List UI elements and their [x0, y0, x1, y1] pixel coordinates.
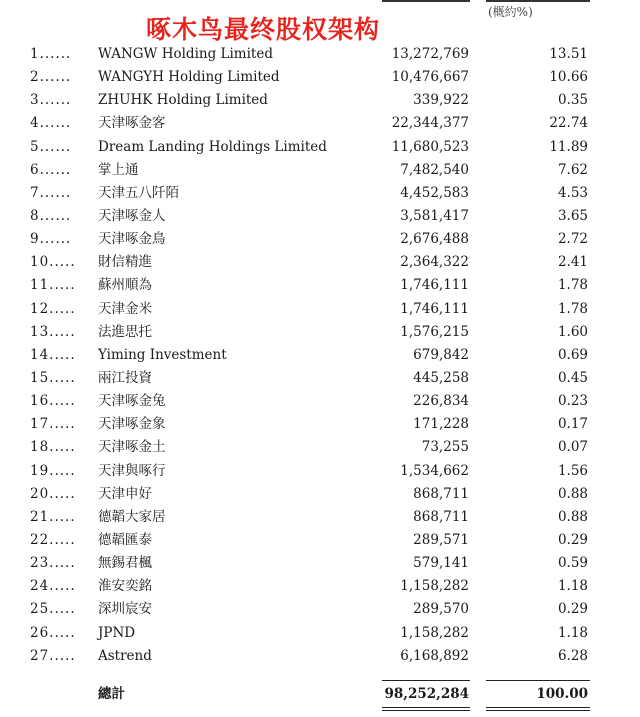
- shareholder-name: 天津啄金兔: [98, 393, 166, 410]
- shareholder-name: 淮安奕銘: [98, 578, 152, 595]
- total-rule-bottom-right-1: [486, 707, 590, 708]
- share-percent: 0.59: [557, 555, 588, 572]
- share-count: 226,834: [413, 393, 469, 410]
- share-percent: 3.65: [557, 207, 588, 224]
- share-count: 1,158,282: [400, 578, 469, 595]
- shareholder-name: ZHUHK Holding Limited: [98, 92, 268, 109]
- row-number: 11.....: [30, 277, 76, 294]
- share-percent: 1.78: [557, 300, 588, 317]
- row-number: 2......: [30, 69, 72, 86]
- total-rule-top-left: [382, 680, 470, 681]
- share-count: 1,746,111: [400, 277, 469, 294]
- row-number: 6......: [30, 161, 72, 178]
- share-percent: 0.35: [557, 92, 588, 109]
- row-number: 19.....: [30, 462, 76, 479]
- share-count: 73,255: [421, 439, 469, 456]
- shareholder-name: 無錫君楓: [98, 555, 152, 572]
- table-row: [0, 321, 640, 344]
- share-count: 1,534,662: [400, 462, 469, 479]
- share-count: 171,228: [413, 416, 469, 433]
- share-percent: 1.18: [557, 578, 588, 595]
- share-percent: 1.18: [557, 624, 588, 641]
- shareholder-name: 天津啄金人: [98, 207, 166, 224]
- table-row: [0, 136, 640, 159]
- shareholder-name: 天津金米: [98, 300, 152, 317]
- share-percent: 0.23: [557, 393, 588, 410]
- share-percent: 10.66: [549, 69, 588, 86]
- row-number: 23.....: [30, 555, 76, 572]
- share-count: 445,258: [413, 369, 469, 386]
- table-row: [0, 274, 640, 297]
- row-number: 7......: [30, 184, 72, 201]
- shareholder-name: WANGYH Holding Limited: [98, 69, 280, 86]
- table-row: [0, 436, 640, 459]
- table-row: [0, 251, 640, 274]
- row-number: 24.....: [30, 578, 76, 595]
- row-number: 15.....: [30, 369, 76, 386]
- share-percent: 11.89: [549, 138, 588, 155]
- share-percent: 1.60: [557, 323, 588, 340]
- table-row: [0, 390, 640, 413]
- table-row: [0, 112, 640, 135]
- table-row: [0, 622, 640, 645]
- share-count: 3,581,417: [400, 207, 469, 224]
- share-percent: 0.07: [557, 439, 588, 456]
- row-number: 20.....: [30, 485, 76, 502]
- row-number: 9......: [30, 231, 72, 248]
- top-rule-right: [486, 0, 590, 2]
- total-percent: 100.00: [536, 686, 588, 702]
- table-row: [0, 645, 640, 668]
- row-number: 8......: [30, 207, 72, 224]
- share-percent: 0.29: [557, 601, 588, 618]
- share-count: 4,452,583: [400, 184, 469, 201]
- share-count: 2,364,322: [400, 254, 469, 271]
- unit-label: (概約%): [488, 5, 533, 19]
- total-rule-bottom-left-2: [382, 710, 470, 711]
- table-row: [0, 182, 640, 205]
- total-rule-bottom-left-1: [382, 707, 470, 708]
- share-count: 13,272,769: [391, 46, 469, 62]
- share-count: 22,344,377: [391, 115, 469, 132]
- share-count: 6,168,892: [400, 647, 469, 664]
- row-number: 5......: [30, 138, 72, 155]
- row-number: 1......: [30, 46, 72, 62]
- shareholder-name: 天津申好: [98, 485, 152, 502]
- share-count: 7,482,540: [400, 161, 469, 178]
- row-number: 10.....: [30, 254, 76, 271]
- row-number: 17.....: [30, 416, 76, 433]
- share-percent: 2.41: [557, 254, 588, 271]
- total-shares: 98,252,284: [384, 686, 469, 702]
- table-row: [0, 228, 640, 251]
- table-row: [0, 298, 640, 321]
- table-row: [0, 575, 640, 598]
- shareholder-name: 天津啄金鳥: [98, 231, 166, 248]
- share-percent: 4.53: [557, 184, 588, 201]
- shareholder-name: Astrend: [98, 647, 152, 664]
- share-count: 579,141: [413, 555, 469, 572]
- share-percent: 1.56: [557, 462, 588, 479]
- table-row: [0, 483, 640, 506]
- shareholder-name: 天津啄金土: [98, 439, 166, 456]
- table-row: [0, 367, 640, 390]
- share-count: 868,711: [413, 508, 469, 525]
- shareholder-name: 天津五八阡陌: [98, 184, 179, 201]
- row-number: 14.....: [30, 346, 76, 363]
- shareholder-name: 蘇州順為: [98, 277, 152, 294]
- share-count: 1,576,215: [400, 323, 469, 340]
- share-percent: 0.29: [557, 531, 588, 548]
- share-percent: 0.88: [557, 508, 588, 525]
- table-row: [0, 506, 640, 529]
- shareholder-name: 天津啄金客: [98, 115, 166, 132]
- share-percent: 0.45: [557, 369, 588, 386]
- table-row: [0, 66, 640, 89]
- shareholder-name: 法進思托: [98, 323, 152, 340]
- row-number: 26.....: [30, 624, 76, 641]
- share-count: 10,476,667: [391, 69, 469, 86]
- page-title: 啄木鸟最终股权架构: [146, 15, 381, 44]
- share-percent: 0.88: [557, 485, 588, 502]
- share-count: 868,711: [413, 485, 469, 502]
- share-count: 11,680,523: [391, 138, 469, 155]
- shareholder-name: 天津啄金象: [98, 416, 166, 433]
- share-count: 1,746,111: [400, 300, 469, 317]
- shareholder-name: WANGW Holding Limited: [98, 46, 273, 62]
- shareholder-name: 兩江投資: [98, 369, 152, 386]
- share-percent: 22.74: [549, 115, 588, 132]
- share-percent: 6.28: [557, 647, 588, 664]
- top-rule-left: [382, 0, 470, 2]
- share-count: 1,158,282: [400, 624, 469, 641]
- table-row: [0, 552, 640, 575]
- share-percent: 0.69: [557, 346, 588, 363]
- table-row: [0, 598, 640, 621]
- shareholder-name: 天津與啄行: [98, 462, 166, 479]
- share-percent: 1.78: [557, 277, 588, 294]
- row-number: 21.....: [30, 508, 76, 525]
- row-number: 27.....: [30, 647, 76, 664]
- shareholder-name: 掌上通: [98, 161, 139, 178]
- table-row: [0, 89, 640, 112]
- table-row: [0, 205, 640, 228]
- row-number: 16.....: [30, 393, 76, 410]
- shareholder-name: 財信精進: [98, 254, 152, 271]
- share-count: 2,676,488: [400, 231, 469, 248]
- table-row: [0, 159, 640, 182]
- shareholder-name: Dream Landing Holdings Limited: [98, 138, 327, 155]
- share-count: 289,571: [413, 531, 469, 548]
- total-rule-top-right: [486, 680, 590, 681]
- share-count: 289,570: [413, 601, 469, 618]
- share-count: 339,922: [413, 92, 469, 109]
- shareholder-name: Yiming Investment: [98, 346, 227, 363]
- share-percent: 7.62: [557, 161, 588, 178]
- table-row: [0, 460, 640, 483]
- row-number: 12.....: [30, 300, 76, 317]
- row-number: 18.....: [30, 439, 76, 456]
- row-number: 4......: [30, 115, 72, 132]
- row-number: 13.....: [30, 323, 76, 340]
- row-number: 22.....: [30, 531, 76, 548]
- table-row: [0, 344, 640, 367]
- shareholder-name: 深圳宸安: [98, 601, 152, 618]
- table-row: [0, 43, 640, 66]
- shareholder-name: 德韜匯泰: [98, 531, 152, 548]
- row-number: 25.....: [30, 601, 76, 618]
- table-row: [0, 529, 640, 552]
- total-row: [0, 683, 640, 706]
- row-number: 3......: [30, 92, 72, 109]
- share-percent: 2.72: [557, 231, 588, 248]
- total-rule-bottom-right-2: [486, 710, 590, 711]
- table-row: [0, 413, 640, 436]
- total-label: 總計: [98, 686, 125, 702]
- shareholder-name: 德韜大家居: [98, 508, 166, 525]
- share-percent: 13.51: [549, 46, 588, 62]
- share-count: 679,842: [413, 346, 469, 363]
- share-percent: 0.17: [557, 416, 588, 433]
- shareholder-name: JPND: [98, 624, 136, 641]
